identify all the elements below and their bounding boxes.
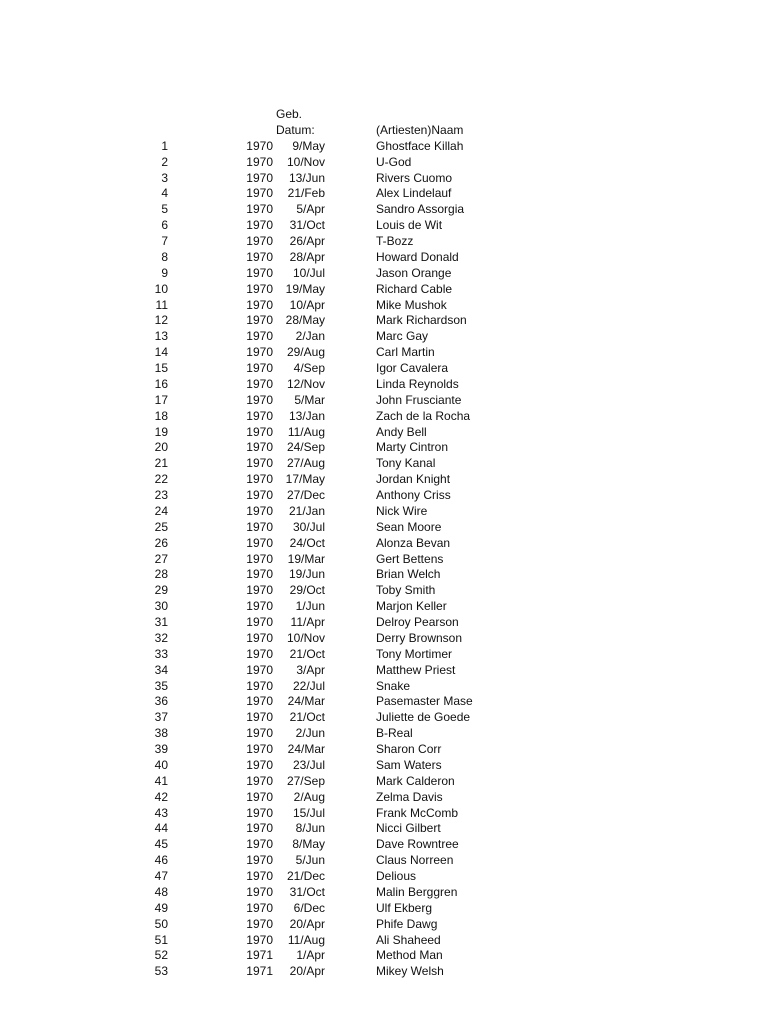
artist-name: Claus Norreen — [376, 853, 454, 868]
artist-name: Ali Shaheed — [376, 932, 441, 947]
row-number: 24 — [154, 503, 168, 518]
row-number: 23 — [154, 488, 168, 503]
row-number: 34 — [154, 662, 168, 677]
birth-date: 1/Apr — [296, 948, 325, 963]
birth-year: 1970 — [246, 329, 273, 344]
row-number: 38 — [154, 726, 168, 741]
row-number: 6 — [161, 218, 168, 233]
artist-name: Brian Welch — [376, 567, 441, 582]
row-number: 45 — [154, 837, 168, 852]
birth-date: 21/Oct — [289, 646, 325, 661]
artist-name: T-Bozz — [376, 234, 414, 249]
row-number: 40 — [154, 757, 168, 772]
row-number: 47 — [154, 869, 168, 884]
birth-date: 30/Jul — [292, 519, 325, 534]
table-row — [0, 440, 768, 456]
birth-year: 1970 — [246, 805, 273, 820]
birth-year: 1970 — [246, 138, 273, 153]
table-row — [0, 869, 768, 885]
birth-date: 24/Mar — [287, 742, 325, 757]
birth-year: 1970 — [246, 837, 273, 852]
name-column-header: (Artiesten)Naam — [376, 123, 464, 137]
table-row — [0, 663, 768, 679]
row-number: 51 — [154, 932, 168, 947]
birth-year: 1970 — [246, 662, 273, 677]
birth-year: 1970 — [246, 154, 273, 169]
birth-date: 12/Nov — [286, 376, 325, 391]
birth-date: 11/Aug — [287, 424, 325, 439]
table-row — [0, 456, 768, 472]
row-number: 53 — [154, 964, 168, 979]
birth-date: 5/Mar — [294, 392, 325, 407]
birth-year: 1970 — [246, 646, 273, 661]
table-row — [0, 186, 768, 202]
table-row — [0, 679, 768, 695]
table-row — [0, 393, 768, 409]
birth-year: 1970 — [246, 281, 273, 296]
artist-name: Tony Mortimer — [376, 646, 453, 661]
table-row — [0, 361, 768, 377]
birth-year: 1970 — [246, 869, 273, 884]
row-number: 43 — [154, 805, 168, 820]
birth-year: 1970 — [246, 535, 273, 550]
birth-date: 29/Oct — [289, 583, 325, 598]
artist-name: Nick Wire — [376, 503, 428, 518]
row-number: 2 — [161, 154, 168, 169]
artist-name: Snake — [376, 678, 411, 693]
birth-year: 1970 — [246, 519, 273, 534]
row-number: 31 — [154, 615, 168, 630]
table-row — [0, 631, 768, 647]
birth-date: 21/Jan — [288, 503, 325, 518]
row-number: 44 — [154, 821, 168, 836]
birth-year: 1970 — [246, 932, 273, 947]
birth-date: 13/Jun — [288, 170, 325, 185]
row-number: 20 — [154, 440, 168, 455]
birth-year: 1970 — [246, 186, 273, 201]
table-row — [0, 790, 768, 806]
row-number: 12 — [154, 313, 168, 328]
birth-date: 28/May — [285, 313, 325, 328]
artist-name: Delroy Pearson — [376, 615, 459, 630]
row-number: 22 — [154, 472, 168, 487]
row-number: 26 — [154, 535, 168, 550]
table-row — [0, 488, 768, 504]
table-row — [0, 917, 768, 933]
artist-name: Tony Kanal — [376, 456, 436, 471]
birth-year: 1970 — [246, 630, 273, 645]
birth-year: 1970 — [246, 234, 273, 249]
row-number: 29 — [154, 583, 168, 598]
table-row — [0, 202, 768, 218]
table-row — [0, 837, 768, 853]
artist-name: Anthony Criss — [376, 488, 451, 503]
table-row — [0, 298, 768, 314]
artist-name: Sam Waters — [376, 757, 442, 772]
date-header-line1: Geb. — [276, 107, 303, 121]
birth-date: 31/Oct — [289, 884, 325, 899]
row-number: 11 — [155, 297, 168, 312]
row-number: 33 — [154, 646, 168, 661]
row-number: 30 — [154, 599, 168, 614]
birth-year: 1970 — [246, 726, 273, 741]
table-row — [0, 758, 768, 774]
birth-year: 1970 — [246, 694, 273, 709]
birth-year: 1970 — [246, 567, 273, 582]
birth-date: 11/Apr — [290, 615, 325, 630]
birth-date: 4/Sep — [293, 361, 325, 376]
row-number: 3 — [161, 170, 168, 185]
table-row — [0, 520, 768, 536]
birth-date: 2/Jun — [295, 726, 325, 741]
birth-year: 1970 — [246, 297, 273, 312]
table-row — [0, 948, 768, 964]
birth-year: 1970 — [246, 440, 273, 455]
artist-name: Marc Gay — [376, 329, 429, 344]
artist-name: U-God — [376, 154, 412, 169]
birth-date: 20/Apr — [289, 964, 325, 979]
birth-date: 29/Aug — [286, 345, 325, 360]
birth-year: 1970 — [246, 773, 273, 788]
birth-year: 1970 — [246, 488, 273, 503]
birth-date: 1/Jun — [295, 599, 325, 614]
artist-name: Malin Berggren — [376, 884, 458, 899]
birth-date: 11/Aug — [287, 932, 325, 947]
birth-year: 1970 — [246, 249, 273, 264]
table-row — [0, 155, 768, 171]
birth-date: 10/Jul — [292, 265, 325, 280]
birth-year: 1970 — [246, 742, 273, 757]
birth-date: 28/Apr — [289, 249, 325, 264]
birth-year: 1970 — [246, 710, 273, 725]
artist-name: Sandro Assorgia — [376, 202, 465, 217]
table-row — [0, 694, 768, 710]
row-number: 10 — [154, 281, 168, 296]
table-row — [0, 425, 768, 441]
row-number: 13 — [154, 329, 168, 344]
table-row — [0, 742, 768, 758]
birth-year: 1970 — [246, 551, 273, 566]
birth-date: 31/Oct — [289, 218, 325, 233]
table-row — [0, 266, 768, 282]
birth-date: 19/Mar — [287, 551, 325, 566]
birth-year: 1970 — [246, 170, 273, 185]
table-row — [0, 409, 768, 425]
artist-name: Toby Smith — [376, 583, 436, 598]
row-number: 37 — [154, 710, 168, 725]
artist-name: Mark Richardson — [376, 313, 467, 328]
birth-year: 1970 — [246, 313, 273, 328]
birth-date: 5/Jun — [295, 853, 325, 868]
birth-year: 1970 — [246, 202, 273, 217]
row-number: 27 — [154, 551, 168, 566]
artist-name: Andy Bell — [376, 424, 427, 439]
birth-date: 10/Nov — [286, 630, 325, 645]
birth-date: 9/May — [292, 138, 325, 153]
table-row — [0, 377, 768, 393]
row-number: 21 — [154, 456, 168, 471]
birth-date: 26/Apr — [289, 234, 325, 249]
birth-year: 1970 — [246, 583, 273, 598]
birth-year: 1970 — [246, 789, 273, 804]
row-number: 15 — [154, 361, 168, 376]
birth-year: 1970 — [246, 376, 273, 391]
table-row — [0, 567, 768, 583]
birth-date: 3/Apr — [296, 662, 325, 677]
row-number: 9 — [161, 265, 168, 280]
birth-date: 21/Feb — [287, 186, 325, 201]
table-row — [0, 710, 768, 726]
table-row — [0, 615, 768, 631]
table-row — [0, 583, 768, 599]
artist-name: Juliette de Goede — [376, 710, 471, 725]
birth-date: 2/Jan — [295, 329, 325, 344]
birth-year: 1970 — [246, 916, 273, 931]
table-row — [0, 901, 768, 917]
artist-name: B-Real — [376, 726, 413, 741]
row-number: 18 — [154, 408, 168, 423]
birth-year: 1970 — [246, 345, 273, 360]
row-number: 52 — [154, 948, 168, 963]
row-number: 28 — [154, 567, 168, 582]
artist-name: Sharon Corr — [376, 742, 442, 757]
table-row — [0, 139, 768, 155]
row-number: 35 — [154, 678, 168, 693]
table-row — [0, 885, 768, 901]
row-number: 36 — [154, 694, 168, 709]
row-number: 46 — [154, 853, 168, 868]
birth-year: 1970 — [246, 361, 273, 376]
artist-name: Derry Brownson — [376, 630, 463, 645]
birth-year: 1970 — [246, 853, 273, 868]
table-row — [0, 599, 768, 615]
birth-year: 1970 — [246, 424, 273, 439]
artist-name: Marjon Keller — [376, 599, 447, 614]
artist-name: Jason Orange — [376, 265, 452, 280]
row-number: 14 — [154, 345, 168, 360]
table-row — [0, 647, 768, 663]
table-row — [0, 218, 768, 234]
table-row — [0, 552, 768, 568]
row-number: 25 — [154, 519, 168, 534]
birth-date: 27/Aug — [286, 456, 325, 471]
artist-name: Marty Cintron — [376, 440, 449, 455]
table-row — [0, 726, 768, 742]
row-number: 7 — [161, 234, 168, 249]
table-row — [0, 171, 768, 187]
birth-date: 5/Apr — [296, 202, 325, 217]
artist-name: Jordan Knight — [376, 472, 451, 487]
artist-name: Ulf Ekberg — [376, 900, 433, 915]
artist-name: Sean Moore — [376, 519, 442, 534]
table-row — [0, 774, 768, 790]
row-number: 32 — [154, 630, 168, 645]
birth-year: 1970 — [246, 900, 273, 915]
birth-year: 1970 — [246, 265, 273, 280]
table-row — [0, 821, 768, 837]
table-row — [0, 250, 768, 266]
artist-name: Method Man — [376, 948, 443, 963]
birth-date: 27/Dec — [286, 488, 325, 503]
birth-date: 15/Jul — [292, 805, 325, 820]
artist-name: Linda Reynolds — [376, 376, 459, 391]
table-row — [0, 853, 768, 869]
artist-name: Nicci Gilbert — [376, 821, 441, 836]
artist-name: Louis de Wit — [376, 218, 443, 233]
row-number: 48 — [154, 884, 168, 899]
birth-date: 21/Dec — [286, 869, 325, 884]
table-row — [0, 472, 768, 488]
row-number: 41 — [154, 773, 168, 788]
artist-name: Ghostface Killah — [376, 138, 464, 153]
artist-name: Zach de la Rocha — [376, 408, 471, 423]
birth-year: 1970 — [246, 218, 273, 233]
artist-name: Howard Donald — [376, 249, 459, 264]
birth-year: 1970 — [246, 615, 273, 630]
row-number: 5 — [161, 202, 168, 217]
birth-date: 27/Sep — [286, 773, 325, 788]
artist-name: Mark Calderon — [376, 773, 455, 788]
date-header-line2: Datum: — [276, 123, 315, 137]
birth-date: 22/Jul — [292, 678, 325, 693]
table-row — [0, 504, 768, 520]
artist-name: Frank McComb — [376, 805, 459, 820]
artist-name: Alonza Bevan — [376, 535, 451, 550]
row-number: 1 — [161, 138, 168, 153]
artist-table — [0, 139, 768, 980]
birth-date: 10/Apr — [289, 297, 325, 312]
birth-year: 1971 — [246, 948, 273, 963]
artist-name: Gert Bettens — [376, 551, 444, 566]
table-row — [0, 329, 768, 345]
artist-name: John Frusciante — [376, 392, 462, 407]
birth-date: 8/Jun — [295, 821, 325, 836]
birth-year: 1970 — [246, 821, 273, 836]
birth-date: 24/Oct — [289, 535, 325, 550]
row-number: 16 — [154, 376, 168, 391]
row-number: 4 — [161, 186, 168, 201]
birth-year: 1970 — [246, 408, 273, 423]
artist-name: Richard Cable — [376, 281, 453, 296]
birth-date: 6/Dec — [293, 900, 325, 915]
artist-name: Igor Cavalera — [376, 361, 449, 376]
birth-date: 10/Nov — [286, 154, 325, 169]
artist-name: Alex Lindelauf — [376, 186, 452, 201]
table-row — [0, 234, 768, 250]
birth-date: 13/Jan — [288, 408, 325, 423]
birth-date: 19/Jun — [288, 567, 325, 582]
table-row — [0, 536, 768, 552]
artist-name: Phife Dawg — [376, 916, 438, 931]
birth-date: 19/May — [285, 281, 325, 296]
artist-name: Dave Rowntree — [376, 837, 459, 852]
birth-date: 24/Sep — [286, 440, 325, 455]
birth-date: 8/May — [292, 837, 325, 852]
table-row — [0, 933, 768, 949]
artist-name: Mikey Welsh — [376, 964, 444, 979]
row-number: 50 — [154, 916, 168, 931]
birth-date: 24/Mar — [287, 694, 325, 709]
birth-year: 1970 — [246, 599, 273, 614]
row-number: 39 — [154, 742, 168, 757]
artist-name: Delious — [376, 869, 417, 884]
artist-name: Matthew Priest — [376, 662, 456, 677]
birth-year: 1970 — [246, 678, 273, 693]
birth-year: 1970 — [246, 392, 273, 407]
table-row — [0, 964, 768, 980]
birth-date: 2/Aug — [293, 789, 325, 804]
table-row — [0, 806, 768, 822]
birth-year: 1970 — [246, 472, 273, 487]
birth-year: 1970 — [246, 503, 273, 518]
artist-name: Mike Mushok — [376, 297, 447, 312]
artist-name: Rivers Cuomo — [376, 170, 453, 185]
birth-date: 23/Jul — [292, 757, 325, 772]
row-number: 17 — [154, 392, 168, 407]
table-row — [0, 282, 768, 298]
birth-date: 21/Oct — [289, 710, 325, 725]
artist-name: Zelma Davis — [376, 789, 443, 804]
table-row — [0, 313, 768, 329]
birth-year: 1970 — [246, 757, 273, 772]
birth-year: 1971 — [246, 964, 273, 979]
table-row — [0, 345, 768, 361]
birth-year: 1970 — [246, 884, 273, 899]
artist-name: Pasemaster Mase — [376, 694, 473, 709]
birth-year: 1970 — [246, 456, 273, 471]
row-number: 19 — [154, 424, 168, 439]
birth-date: 20/Apr — [289, 916, 325, 931]
birth-date: 17/May — [285, 472, 325, 487]
row-number: 42 — [154, 789, 168, 804]
artist-name: Carl Martin — [376, 345, 435, 360]
row-number: 49 — [154, 900, 168, 915]
row-number: 8 — [161, 249, 168, 264]
